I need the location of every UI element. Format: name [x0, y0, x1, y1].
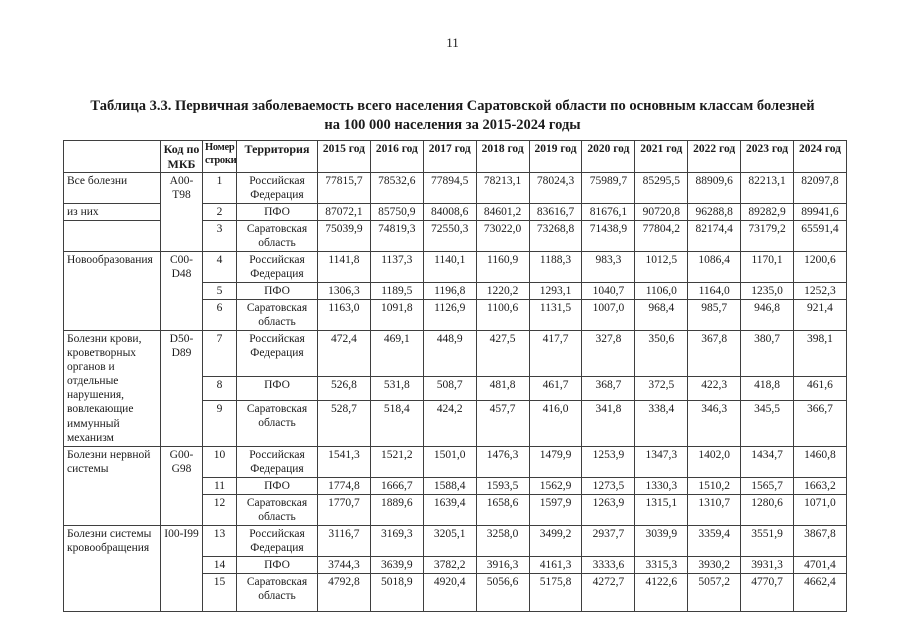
value-cell: 1273,5: [582, 477, 635, 494]
value-cell: 4662,4: [794, 573, 847, 611]
value-cell: 90720,8: [635, 204, 688, 221]
table-body: [64, 173, 847, 611]
value-cell: 3639,9: [370, 556, 423, 573]
table-header: [64, 141, 847, 173]
row-number-cell: 2: [203, 204, 237, 221]
icd-code-cell: C00-D48: [161, 252, 203, 331]
value-cell: 448,9: [423, 331, 476, 376]
value-cell: 481,8: [476, 376, 529, 401]
value-cell: 1200,6: [794, 252, 847, 283]
table-row: [64, 446, 847, 477]
territory-cell: Российская Федерация: [237, 252, 318, 283]
value-cell: 418,8: [741, 376, 794, 401]
icd-code-cell: I00-I99: [161, 525, 203, 611]
disease-class-cell: Болезни крови, кроветворных органов и отдельные нарушения, вовлекающие иммунный механизм: [64, 331, 161, 446]
territory-cell: ПФО: [237, 204, 318, 221]
value-cell: 3333,6: [582, 556, 635, 573]
disease-class-cell: [64, 221, 161, 252]
value-cell: 5175,8: [529, 573, 582, 611]
value-cell: 1007,0: [582, 300, 635, 331]
morbidity-table: [63, 140, 847, 612]
column-header-4: 2015 год: [318, 141, 371, 173]
icd-code-cell: G00-G98: [161, 446, 203, 525]
territory-cell: ПФО: [237, 556, 318, 573]
value-cell: 4701,4: [794, 556, 847, 573]
value-cell: 3205,1: [423, 525, 476, 556]
value-cell: 921,4: [794, 300, 847, 331]
value-cell: 3931,3: [741, 556, 794, 573]
value-cell: 3169,3: [370, 525, 423, 556]
value-cell: 77804,2: [635, 221, 688, 252]
row-number-cell: 14: [203, 556, 237, 573]
value-cell: 5056,6: [476, 573, 529, 611]
territory-cell: Саратовская область: [237, 494, 318, 525]
value-cell: 1476,3: [476, 446, 529, 477]
value-cell: 3782,2: [423, 556, 476, 573]
value-cell: 346,3: [688, 401, 741, 446]
value-cell: 87072,1: [318, 204, 371, 221]
territory-cell: Саратовская область: [237, 300, 318, 331]
value-cell: 1188,3: [529, 252, 582, 283]
icd-code-cell: A00-T98: [161, 173, 203, 252]
column-header-0: [64, 141, 161, 173]
column-header-11: 2022 год: [688, 141, 741, 173]
value-cell: 350,6: [635, 331, 688, 376]
value-cell: 380,7: [741, 331, 794, 376]
value-cell: 427,5: [476, 331, 529, 376]
value-cell: 3744,3: [318, 556, 371, 573]
value-cell: 75039,9: [318, 221, 371, 252]
value-cell: 2937,7: [582, 525, 635, 556]
row-number-cell: 9: [203, 401, 237, 446]
value-cell: 82213,1: [741, 173, 794, 204]
value-cell: 1131,5: [529, 300, 582, 331]
value-cell: 1141,8: [318, 252, 371, 283]
value-cell: 4161,3: [529, 556, 582, 573]
column-header-10: 2021 год: [635, 141, 688, 173]
value-cell: 1086,4: [688, 252, 741, 283]
value-cell: 4770,7: [741, 573, 794, 611]
territory-cell: Российская Федерация: [237, 446, 318, 477]
value-cell: 1521,2: [370, 446, 423, 477]
value-cell: 84601,2: [476, 204, 529, 221]
column-header-13: 2024 год: [794, 141, 847, 173]
value-cell: 89282,9: [741, 204, 794, 221]
value-cell: 84008,6: [423, 204, 476, 221]
value-cell: 1126,9: [423, 300, 476, 331]
value-cell: 78532,6: [370, 173, 423, 204]
value-cell: 3315,3: [635, 556, 688, 573]
value-cell: 1770,7: [318, 494, 371, 525]
table-row: [64, 173, 847, 204]
value-cell: 508,7: [423, 376, 476, 401]
value-cell: 4272,7: [582, 573, 635, 611]
value-cell: 78024,3: [529, 173, 582, 204]
value-cell: 3930,2: [688, 556, 741, 573]
value-cell: 83616,7: [529, 204, 582, 221]
value-cell: 1315,1: [635, 494, 688, 525]
value-cell: 1510,2: [688, 477, 741, 494]
value-cell: 3116,7: [318, 525, 371, 556]
value-cell: 4122,6: [635, 573, 688, 611]
territory-cell: ПФО: [237, 376, 318, 401]
column-header-6: 2017 год: [423, 141, 476, 173]
territory-cell: ПФО: [237, 283, 318, 300]
value-cell: 1253,9: [582, 446, 635, 477]
value-cell: 73268,8: [529, 221, 582, 252]
icd-code-cell: D50-D89: [161, 331, 203, 446]
value-cell: 73022,0: [476, 221, 529, 252]
value-cell: 1306,3: [318, 283, 371, 300]
disease-class-cell: Новообразования: [64, 252, 161, 331]
value-cell: 96288,8: [688, 204, 741, 221]
value-cell: 1889,6: [370, 494, 423, 525]
value-cell: 417,7: [529, 331, 582, 376]
value-cell: 1170,1: [741, 252, 794, 283]
value-cell: 1434,7: [741, 446, 794, 477]
territory-cell: Саратовская область: [237, 573, 318, 611]
disease-class-cell: Все болезни: [64, 173, 161, 204]
row-number-cell: 3: [203, 221, 237, 252]
value-cell: 3867,8: [794, 525, 847, 556]
table-row: [64, 252, 847, 283]
value-cell: 518,4: [370, 401, 423, 446]
value-cell: 985,7: [688, 300, 741, 331]
value-cell: 1137,3: [370, 252, 423, 283]
value-cell: 1347,3: [635, 446, 688, 477]
value-cell: 398,1: [794, 331, 847, 376]
value-cell: 1663,2: [794, 477, 847, 494]
value-cell: 1666,7: [370, 477, 423, 494]
value-cell: 82097,8: [794, 173, 847, 204]
table-title-line1: Таблица 3.3. Первичная заболеваемость всего населения Саратовской области по основным классам болезней: [90, 98, 815, 114]
row-number-cell: 13: [203, 525, 237, 556]
header-row: [64, 141, 847, 173]
column-header-7: 2018 год: [476, 141, 529, 173]
value-cell: 968,4: [635, 300, 688, 331]
value-cell: 461,6: [794, 376, 847, 401]
value-cell: 1565,7: [741, 477, 794, 494]
value-cell: 88909,6: [688, 173, 741, 204]
value-cell: 74819,3: [370, 221, 423, 252]
value-cell: 341,8: [582, 401, 635, 446]
value-cell: 1189,5: [370, 283, 423, 300]
row-number-cell: 1: [203, 173, 237, 204]
table-row: [64, 331, 847, 376]
value-cell: 1280,6: [741, 494, 794, 525]
value-cell: 327,8: [582, 331, 635, 376]
value-cell: 1402,0: [688, 446, 741, 477]
column-header-2: Номер строки: [203, 141, 237, 173]
value-cell: 1235,0: [741, 283, 794, 300]
value-cell: 85295,5: [635, 173, 688, 204]
column-header-5: 2016 год: [370, 141, 423, 173]
value-cell: 82174,4: [688, 221, 741, 252]
value-cell: 1597,9: [529, 494, 582, 525]
row-number-cell: 7: [203, 331, 237, 376]
value-cell: 4920,4: [423, 573, 476, 611]
territory-cell: Саратовская область: [237, 221, 318, 252]
value-cell: 366,7: [794, 401, 847, 446]
value-cell: 424,2: [423, 401, 476, 446]
value-cell: 1160,9: [476, 252, 529, 283]
value-cell: 1263,9: [582, 494, 635, 525]
row-number-cell: 5: [203, 283, 237, 300]
column-header-3: Территория: [237, 141, 318, 173]
value-cell: 1460,8: [794, 446, 847, 477]
row-number-cell: 11: [203, 477, 237, 494]
value-cell: 85750,9: [370, 204, 423, 221]
territory-cell: Российская Федерация: [237, 525, 318, 556]
value-cell: 81676,1: [582, 204, 635, 221]
value-cell: 1140,1: [423, 252, 476, 283]
column-header-12: 2023 год: [741, 141, 794, 173]
value-cell: 345,5: [741, 401, 794, 446]
value-cell: 461,7: [529, 376, 582, 401]
page-number: 11: [446, 35, 459, 50]
value-cell: 528,7: [318, 401, 371, 446]
table-row: [64, 525, 847, 556]
value-cell: 3916,3: [476, 556, 529, 573]
value-cell: 5018,9: [370, 573, 423, 611]
table-title-line2: на 100 000 населения за 2015-2024 годы: [324, 116, 581, 133]
value-cell: 531,8: [370, 376, 423, 401]
table-title: [40, 97, 865, 135]
value-cell: 72550,3: [423, 221, 476, 252]
value-cell: 422,3: [688, 376, 741, 401]
column-header-8: 2019 год: [529, 141, 582, 173]
value-cell: 1220,2: [476, 283, 529, 300]
value-cell: 1501,0: [423, 446, 476, 477]
territory-cell: Российская Федерация: [237, 173, 318, 204]
value-cell: 1163,0: [318, 300, 371, 331]
value-cell: 3551,9: [741, 525, 794, 556]
value-cell: 65591,4: [794, 221, 847, 252]
value-cell: 1293,1: [529, 283, 582, 300]
value-cell: 1196,8: [423, 283, 476, 300]
row-number-cell: 8: [203, 376, 237, 401]
value-cell: 526,8: [318, 376, 371, 401]
value-cell: 3039,9: [635, 525, 688, 556]
territory-cell: Саратовская область: [237, 401, 318, 446]
value-cell: 1588,4: [423, 477, 476, 494]
value-cell: 73179,2: [741, 221, 794, 252]
value-cell: 1774,8: [318, 477, 371, 494]
column-header-1: Код по МКБ: [161, 141, 203, 173]
value-cell: 1012,5: [635, 252, 688, 283]
value-cell: 1071,0: [794, 494, 847, 525]
value-cell: 1106,0: [635, 283, 688, 300]
value-cell: 1252,3: [794, 283, 847, 300]
value-cell: 338,4: [635, 401, 688, 446]
value-cell: 416,0: [529, 401, 582, 446]
value-cell: 1040,7: [582, 283, 635, 300]
value-cell: 1541,3: [318, 446, 371, 477]
column-header-9: 2020 год: [582, 141, 635, 173]
row-number-cell: 12: [203, 494, 237, 525]
territory-cell: ПФО: [237, 477, 318, 494]
value-cell: 1164,0: [688, 283, 741, 300]
value-cell: 1658,6: [476, 494, 529, 525]
row-number-cell: 10: [203, 446, 237, 477]
value-cell: 3359,4: [688, 525, 741, 556]
value-cell: 946,8: [741, 300, 794, 331]
value-cell: 469,1: [370, 331, 423, 376]
value-cell: 472,4: [318, 331, 371, 376]
territory-cell: Российская Федерация: [237, 331, 318, 376]
value-cell: 367,8: [688, 331, 741, 376]
value-cell: 77815,7: [318, 173, 371, 204]
row-number-cell: 6: [203, 300, 237, 331]
value-cell: 4792,8: [318, 573, 371, 611]
value-cell: 372,5: [635, 376, 688, 401]
value-cell: 1330,3: [635, 477, 688, 494]
value-cell: 3258,0: [476, 525, 529, 556]
disease-class-cell: Болезни нервной системы: [64, 446, 161, 525]
value-cell: 1479,9: [529, 446, 582, 477]
value-cell: 1310,7: [688, 494, 741, 525]
value-cell: 3499,2: [529, 525, 582, 556]
value-cell: 1593,5: [476, 477, 529, 494]
value-cell: 1100,6: [476, 300, 529, 331]
value-cell: 78213,1: [476, 173, 529, 204]
value-cell: 983,3: [582, 252, 635, 283]
value-cell: 71438,9: [582, 221, 635, 252]
value-cell: 368,7: [582, 376, 635, 401]
value-cell: 77894,5: [423, 173, 476, 204]
disease-class-cell: из них: [64, 204, 161, 221]
value-cell: 75989,7: [582, 173, 635, 204]
disease-class-cell: Болезни системы кровообращения: [64, 525, 161, 611]
value-cell: 1091,8: [370, 300, 423, 331]
value-cell: 89941,6: [794, 204, 847, 221]
value-cell: 1562,9: [529, 477, 582, 494]
value-cell: 1639,4: [423, 494, 476, 525]
row-number-cell: 4: [203, 252, 237, 283]
value-cell: 457,7: [476, 401, 529, 446]
row-number-cell: 15: [203, 573, 237, 611]
value-cell: 5057,2: [688, 573, 741, 611]
